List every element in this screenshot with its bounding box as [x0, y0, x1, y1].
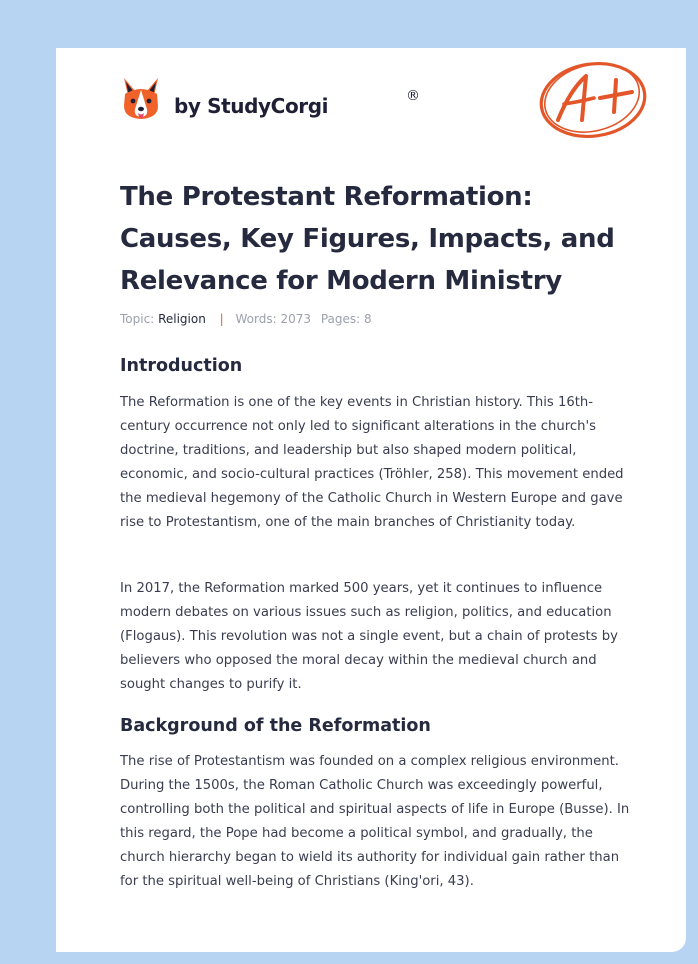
background-paragraph-1: The rise of Protestantism was founded on a complex religious environment. During the 1500s, the Roman Catholic Church was exceedingly powerful, controlling both the political and spiritual aspects of life in Europe (Busse). In this regard, the Pope had become a political symbol, and gradually, the church hierarchy began to wield its authority for individual gain rather than for the spiritual well-being of Christians (King'ori, 43).	[120, 754, 630, 889]
topic-label: Topic:	[120, 312, 155, 326]
intro-paragraph-2: In 2017, the Reformation marked 500 years, yet it continues to influence modern debates on various issues such as religion, politics, and education (Flogaus). This revolution was not a single event, but a chain of protests by believers who opposed the moral decay within the medieval church and sought changes to purify it.	[120, 581, 618, 692]
page-count: Pages: 8	[320, 312, 372, 326]
brand-name: by StudyCorgi	[174, 94, 329, 118]
section-heading-introduction: Introduction	[120, 356, 243, 376]
word-count: Words: 2073	[235, 312, 312, 326]
page-title: The Protestant Reformation: Causes, Key Figures, Impacts, and Relevance for Modern Ministry	[120, 182, 615, 296]
meta-separator: |	[219, 312, 224, 326]
registered-mark: ®	[406, 88, 420, 104]
intro-paragraph-1: The Reformation is one of the key events in Christian history. This 16th-century occurrence not only led to significant alterations in the church's doctrine, traditions, and leadership but also shaped modern political, economic, and socio-cultural practices (Tröhler, 258). This movement ended the medieval hegemony of the Catholic Church in Western Europe and gave rise to Protestantism, one of the main branches of Christianity today.	[120, 395, 624, 530]
document-page	[56, 48, 686, 952]
section-heading-background: Background of the Reformation	[120, 716, 431, 736]
corgi-icon	[120, 76, 162, 122]
article-meta	[120, 312, 372, 326]
topic-link[interactable]: Religion	[158, 312, 206, 326]
a-plus-grade-stamp	[536, 58, 650, 140]
